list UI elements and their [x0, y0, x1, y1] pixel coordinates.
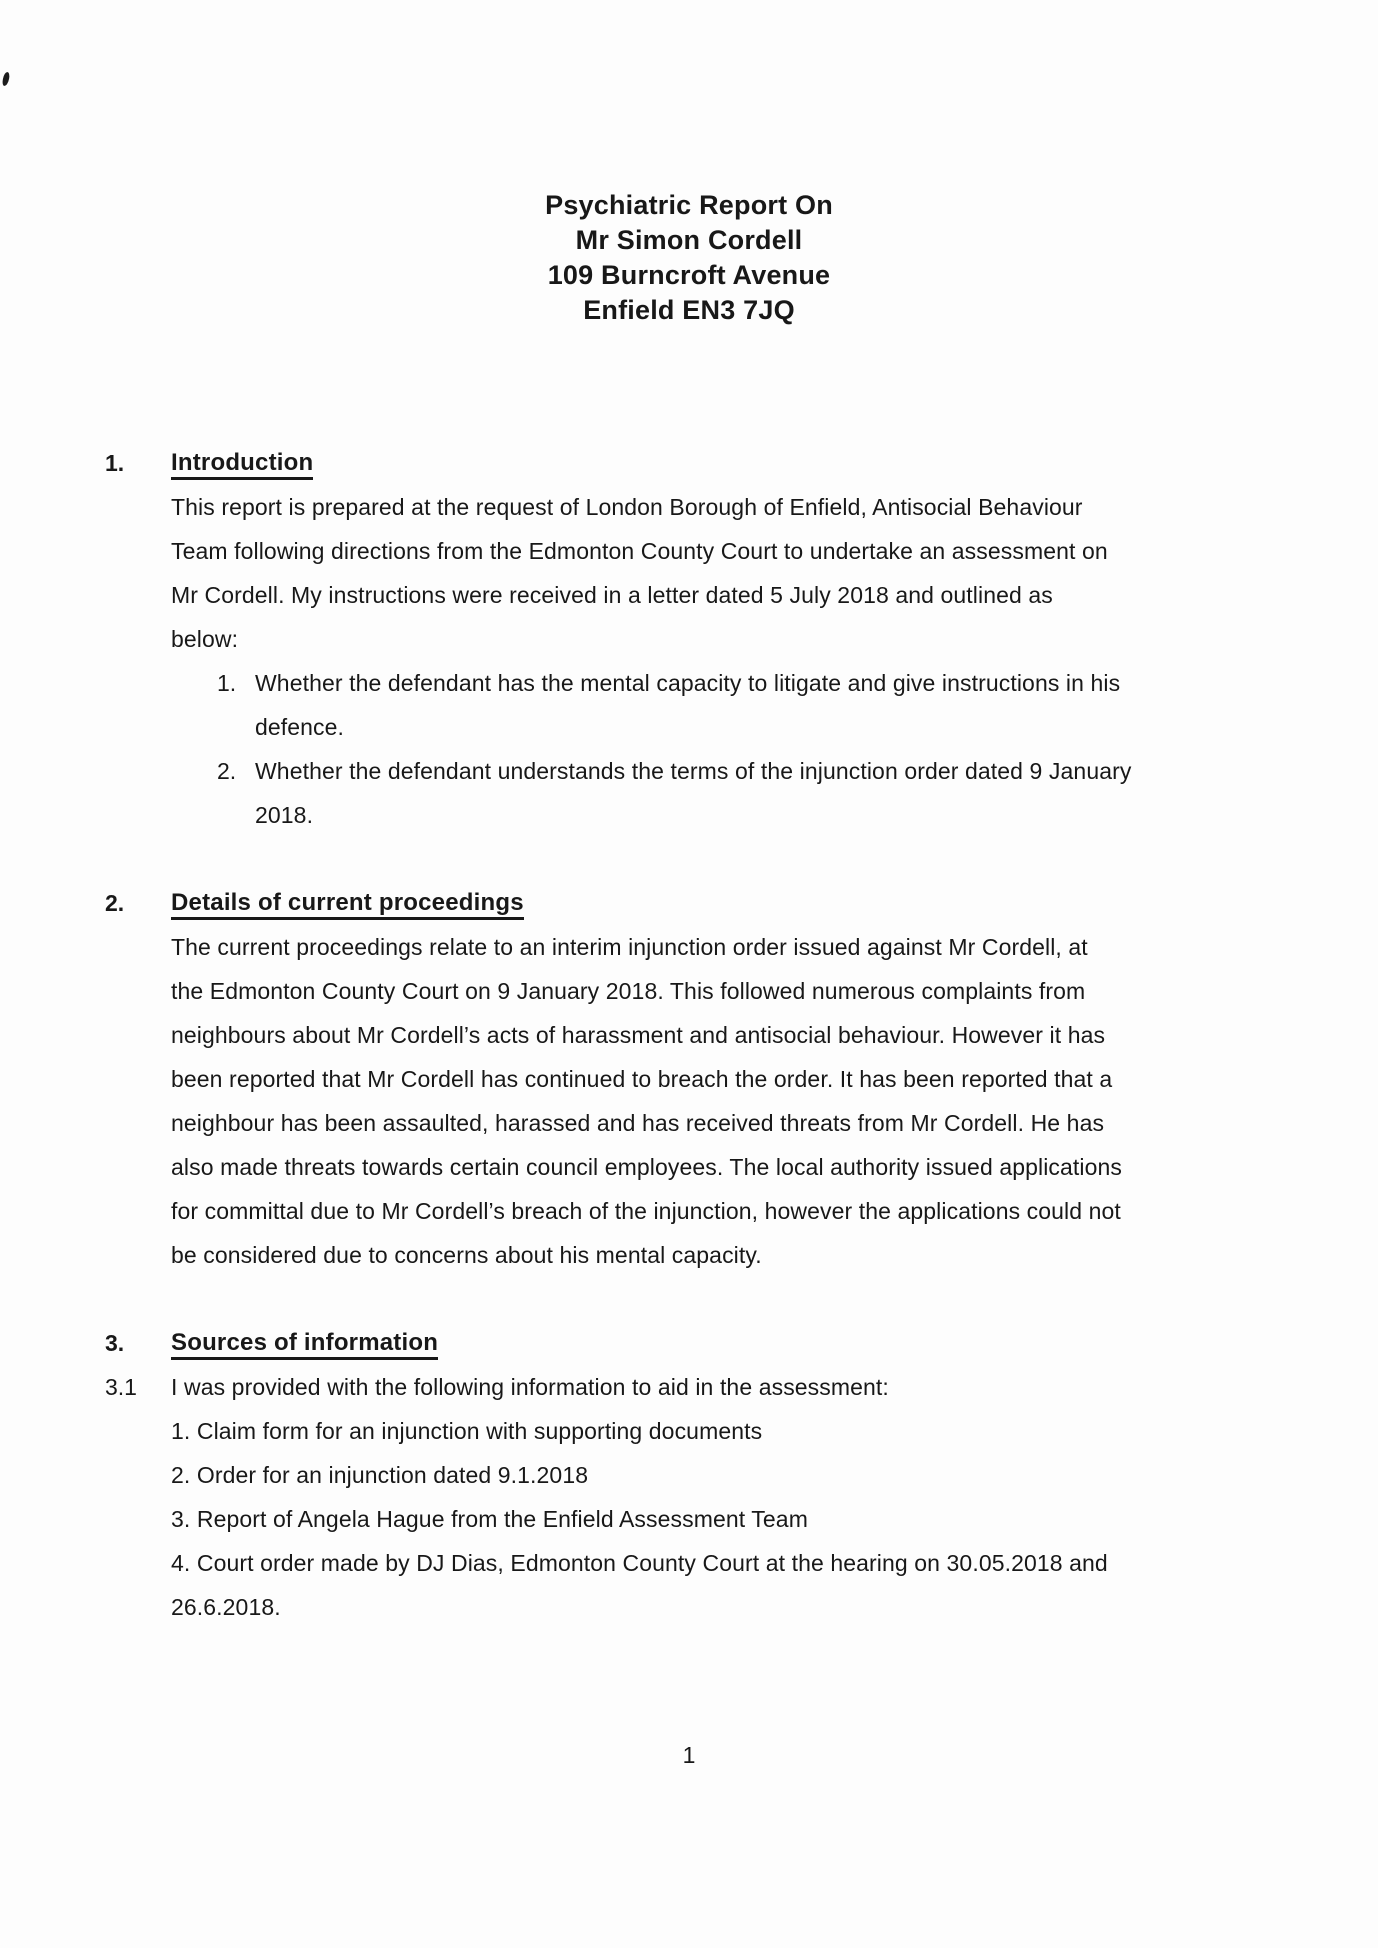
source-line: 26.6.2018.: [171, 1594, 281, 1620]
paragraph-line: Whether the defendant understands the terms of the injunction order dated 9 January: [255, 758, 1132, 784]
list-item: [217, 661, 1271, 749]
section-heading: Sources of information: [171, 1321, 1271, 1365]
section-2-number-column: [105, 881, 171, 925]
list-item: [217, 749, 1271, 837]
title-line-name: Mr Simon Cordell: [575, 225, 803, 255]
section-3-content: [171, 1321, 1271, 1629]
paragraph-line: for committal due to Mr Cordell’s breach of the injunction, however the applications could not: [171, 1198, 1121, 1224]
section-heading: Details of current proceedings: [171, 881, 1271, 925]
page-number: 1: [682, 1742, 696, 1768]
report-title-block: [0, 0, 1378, 328]
section-1-number-column: [105, 441, 171, 485]
paragraph-line: neighbours about Mr Cordell’s acts of harassment and antisocial behaviour. However it has: [171, 1022, 1106, 1048]
paragraph-line: neighbour has been assaulted, harassed and has received threats from Mr Cordell. He has: [171, 1110, 1105, 1136]
paragraph-line: The current proceedings relate to an interim injunction order issued against Mr Cordell, at: [171, 934, 1088, 960]
paragraph-line: Team following directions from the Edmonton County Court to undertake an assessment on: [171, 538, 1108, 564]
list-item-text: [255, 749, 1131, 837]
list-item-marker: 1.: [217, 670, 237, 696]
section-sources-of-information: [0, 1321, 1378, 1629]
source-line: 3. Report of Angela Hague from the Enfield Assessment Team: [171, 1506, 808, 1532]
instruction-list: [217, 661, 1271, 837]
subsection-number: 3.1: [105, 1374, 137, 1400]
list-item-marker: 2.: [217, 758, 237, 784]
paragraph-line: below:: [171, 626, 239, 652]
section-heading: Introduction: [171, 441, 1271, 485]
section-details-of-current-proceedings: [0, 881, 1378, 1277]
title-line-city: Enfield EN3 7JQ: [583, 295, 795, 325]
section-introduction: [0, 441, 1378, 837]
section-1-content: [171, 441, 1271, 837]
paragraph-line: be considered due to concerns about his mental capacity.: [171, 1242, 762, 1268]
paragraph-line: 2018.: [255, 802, 314, 828]
paragraph-line: This report is prepared at the request of London Borough of Enfield, Antisocial Behaviour: [171, 494, 1083, 520]
subsection-text: I was provided with the following information to aid in the assessment:: [171, 1374, 889, 1400]
section-number: 1.: [105, 450, 125, 476]
source-line: 1. Claim form for an injunction with supporting documents: [171, 1418, 763, 1444]
paragraph-line: defence.: [255, 714, 345, 740]
section-number: 3.: [105, 1330, 125, 1356]
paragraph-line: Whether the defendant has the mental capacity to litigate and give instructions in his: [255, 670, 1121, 696]
source-line: 4. Court order made by DJ Dias, Edmonton County Court at the hearing on 30.05.2018 and: [171, 1550, 1108, 1576]
paragraph-line: also made threats towards certain council employees. The local authority issued applications: [171, 1154, 1122, 1180]
paragraph-line: been reported that Mr Cordell has continued to breach the order. It has been reported that a: [171, 1066, 1113, 1092]
list-item-text: [255, 661, 1120, 749]
source-line: 2. Order for an injunction dated 9.1.2018: [171, 1462, 589, 1488]
title-line-report: Psychiatric Report On: [545, 190, 833, 220]
section-number: 2.: [105, 890, 125, 916]
paragraph-line: the Edmonton County Court on 9 January 2018. This followed numerous complaints from: [171, 978, 1086, 1004]
section-3-number-column: [105, 1321, 171, 1409]
paragraph-line: Mr Cordell. My instructions were received in a letter dated 5 July 2018 and outlined as: [171, 582, 1053, 608]
title-line-street: 109 Burncroft Avenue: [547, 260, 831, 290]
section-2-content: [171, 881, 1271, 1277]
